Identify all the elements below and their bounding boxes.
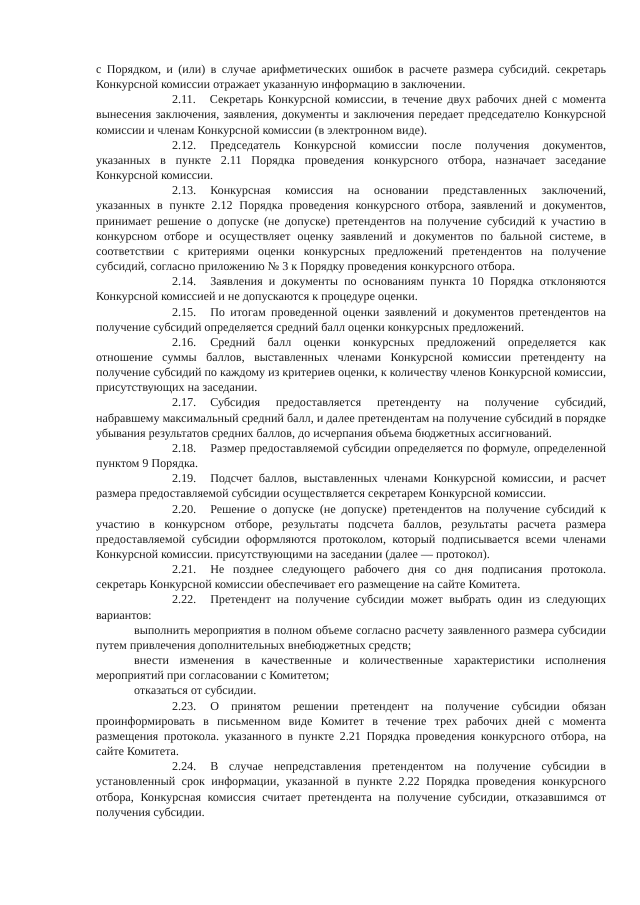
clause-text: Субсидия предоставляется претенденту на получение субсидий, набравшему максимальный средний балл, и далее претендентам на получение субсидий в порядке убывания результатов средних баллов, до исчерпания объема бюджетных ассигнований.	[96, 395, 606, 440]
clause-number: 2.17.	[172, 395, 197, 410]
clause-number: 2.11.	[172, 92, 196, 107]
clause-text: В случае непредставления претендентом на получение субсидии в установленный срок информации, указанной в пункте 2.22 Порядка проведения конкурсного отбора, Конкурсная комиссия считает претендента на получение субсидии, отказавшимся от получения субсидии.	[96, 759, 606, 819]
clause-2-13	[96, 183, 606, 274]
clause-number: 2.22.	[172, 592, 197, 607]
clause-number: 2.16.	[172, 334, 197, 349]
clause-2-21	[96, 562, 606, 592]
clause-number: 2.18.	[172, 440, 197, 455]
clause-2-17	[96, 395, 606, 440]
clause-text: Средний балл оценки конкурсных предложений определяется как отношение суммы баллов, выставленных членами Конкурсной комиссии претенденту на получение субсидий по каждому из критериев оценки, к количеству членов Конкурсной комиссии, присутствующих на заседании.	[96, 334, 606, 395]
clause-2-19	[96, 471, 606, 501]
clause-number: 2.24.	[172, 759, 197, 774]
clause-text: По итогам проведенной оценки заявлений и документов претендентов на получение субсидий определяется средний балл оценки конкурсных предложений.	[96, 304, 606, 334]
clause-number: 2.21.	[172, 562, 197, 577]
clause-number: 2.23.	[172, 698, 197, 713]
clause-text: Решение о допуске (не допуске) претендентов на получение субсидий к участию в конкурсном отборе, результаты подсчета баллов, результаты расчета размера предоставляемой субсидии оформляются протоколом, который подписывается всеми членами Конкурсной комиссии. присутствующими на заседании (далее — протокол).	[96, 501, 606, 561]
clause-number: 2.15.	[172, 304, 197, 319]
clause-2-24	[96, 759, 606, 820]
clause-2-12	[96, 138, 606, 183]
clause-2-22	[96, 592, 606, 622]
clause-text: Претендент на получение субсидии может выбрать один из следующих вариантов:	[96, 592, 606, 622]
clause-2-15	[96, 305, 606, 335]
clause-2-14	[96, 274, 606, 304]
clause-text: Размер предоставляемой субсидии определяется по формуле, определенной пунктом 9 Порядка.	[96, 440, 606, 471]
clause-text: Заявления и документы по основаниям пункта 10 Порядка отклоняются Конкурсной комиссией и не допускаются к процедуре оценки.	[96, 274, 606, 304]
clause-number: 2.19.	[172, 471, 197, 486]
option-item: выполнить мероприятия в полном объеме согласно расчету заявленного размера субсидии путем привлечения дополнительных внебюджетных средств;	[96, 622, 606, 652]
clause-text: Секретарь Конкурсной комиссии, в течение двух рабочих дней с момента вынесения заключения, заявления, документы и заключения передает председателю Конкурсной комиссии и членам Конкурсной комиссии (в электронном виде).	[96, 92, 606, 137]
option-item: отказаться от субсидии.	[134, 683, 257, 698]
clause-2-18	[96, 441, 606, 471]
clause-2-16	[96, 335, 606, 396]
clause-text: О принятом решении претендент на получение субсидии обязан проинформировать в письменном виде Комитет в течение трех рабочих дней с момента размещения протокола. указанного в пункте 2.21 Порядка проведения конкурсного отбора, на сайте Комитета.	[96, 698, 606, 759]
clause-text: Не позднее следующего рабочего дня со дня подписания протокола. секретарь Конкурсной комиссии обеспечивает его размещение на сайте Комитета.	[96, 562, 606, 592]
clause-text: Председатель Конкурсной комиссии после получения документов, указанных в пункте 2.11 Порядка проведения конкурсного отбора, назначает заседание Конкурсной комиссии.	[96, 137, 606, 183]
clause-text: Конкурсная комиссия на основании представленных заключений, указанных в пункте 2.12 Порядка проведения конкурсного отбора, заявлений и документов, принимает решение о допуске (не допуске) претендентов на получение субсидий к участию в конкурсном отборе и осуществляет оценку заявлений и документов по бальной системе, в соответствии с критериями оценки конкурсных предложений претендентов на получение субсидий, согласно приложению № 3 к Порядку проведения конкурсного отбора.	[96, 183, 606, 274]
clause-2-23	[96, 699, 606, 760]
option-item: внести изменения в качественные и количественные характеристики исполнения мероприятий при согласовании с Комитетом;	[96, 653, 606, 683]
intro-paragraph: с Порядком, и (или) в случае арифметических ошибок в расчете размера субсидий. секретарь Конкурсной комиссии отражает указанную информацию в заключении.	[96, 62, 606, 92]
document-page	[96, 62, 606, 820]
clause-text: Подсчет баллов, выставленных членами Конкурсной комиссии, и расчет размера предоставляемой субсидии осуществляется секретарем Конкурсной комиссии.	[96, 471, 606, 501]
clause-number: 2.20.	[172, 501, 197, 516]
clause-2-20	[96, 502, 606, 563]
clause-2-11	[96, 92, 606, 137]
clause-number: 2.13.	[172, 183, 197, 198]
clause-number: 2.12.	[172, 137, 197, 152]
clause-number: 2.14.	[172, 274, 197, 289]
